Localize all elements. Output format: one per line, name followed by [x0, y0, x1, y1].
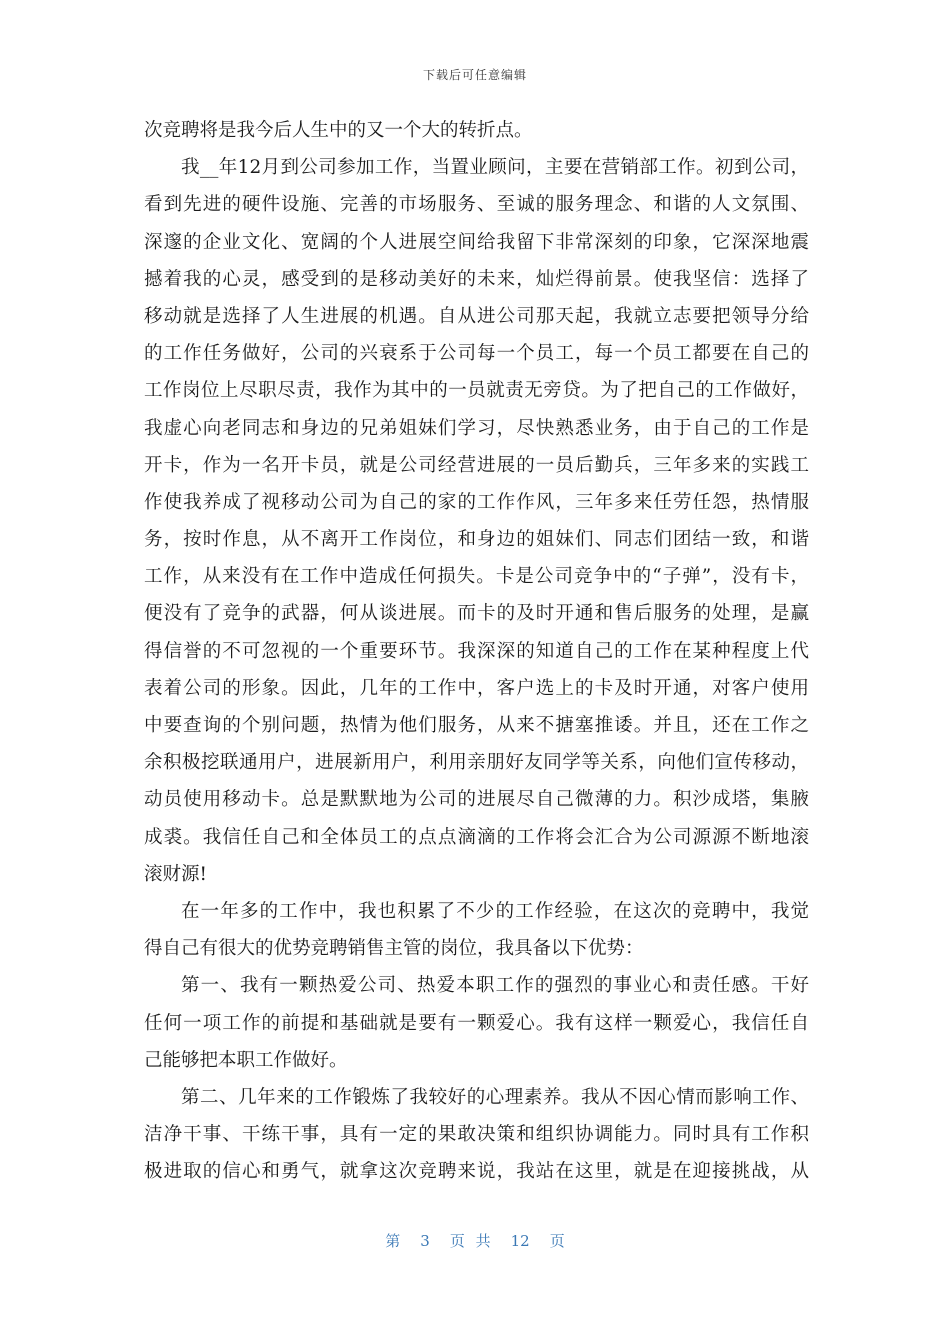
footer-current-page: 3 — [420, 1232, 430, 1250]
text-line: 开卡，作为一名开卡员，就是公司经营进展的一员后勤兵，三年多来的实践工 — [144, 454, 809, 476]
footer-prefix: 第 — [385, 1232, 401, 1250]
text-line: 深邃的企业文化、宽阔的个人进展空间给我留下非常深刻的印象，它深深地震 — [144, 231, 809, 253]
text-line: 滚财源! — [144, 863, 207, 885]
text-line: 次竞聘将是我今后人生中的又一个大的转折点。 — [144, 120, 533, 141]
text-line: 极进取的信心和勇气，就拿这次竞聘来说，我站在这里，就是在迎接挑战，从 — [144, 1161, 809, 1183]
text-line: 在一年多的工作中，我也积累了不少的工作经验，在这次的竞聘中，我觉 — [181, 900, 809, 922]
text-line: 我__年12月到公司参加工作，当置业顾问，主要在营销部工作。初到公司， — [181, 157, 809, 179]
footer-middle: 页 共 — [449, 1232, 491, 1250]
text-line: 中要查询的个别问题，热情为他们服务，从来不搪塞推诿。并且，还在工作之 — [144, 715, 809, 736]
text-line: 任何一项工作的前提和基础就是要有一颗爱心。我有这样一颗爱心，我信任自 — [144, 1012, 809, 1034]
text-line: 得信誉的不可忽视的一个重要环节。我深深的知道自己的工作在某种程度上代 — [144, 640, 809, 662]
footer-suffix: 页 — [549, 1232, 565, 1250]
text-line: 撼着我的心灵，感受到的是移动美好的未来，灿烂得前景。使我坚信：选择了 — [144, 268, 809, 290]
text-line: 成裘。我信任自己和全体员工的点点滴滴的工作将会汇合为公司源源不断地滚 — [144, 826, 809, 848]
text-line: 余积极挖联通用户，进展新用户，利用亲朋好友同学等关系，向他们宣传移动， — [144, 752, 809, 774]
text-line: 作使我养成了视移动公司为自己的家的工作作风，三年多来任劳任怨，热情服 — [144, 491, 809, 513]
text-line: 看到先进的硬件设施、完善的市场服务、至诚的服务理念、和谐的人文氛围、 — [144, 194, 809, 216]
text-line: 工作，从来没有在工作中造成任何损失。卡是公司竞争中的“子弹”，没有卡， — [144, 566, 809, 588]
document-body — [144, 112, 809, 1190]
text-line: 便没有了竞争的武器，何从谈进展。而卡的及时开通和售后服务的处理，是赢 — [144, 603, 809, 625]
text-line: 第一、我有一颗热爱公司、热爱本职工作的强烈的事业心和责任感。干好 — [181, 975, 809, 997]
text-line: 第二、几年来的工作锻炼了我较好的心理素养。我从不因心情而影响工作、 — [181, 1086, 809, 1108]
text-line: 己能够把本职工作做好。 — [144, 1049, 348, 1071]
text-line: 我虚心向老同志和身边的兄弟姐妹们学习，尽快熟悉业务，由于自己的工作是 — [144, 417, 809, 439]
text-line: 洁净干事、干练干事，具有一定的果敢决策和组织协调能力。同时具有工作积 — [144, 1124, 809, 1146]
text-line: 表着公司的形象。因此，几年的工作中，客户选上的卡及时开通，对客户使用 — [144, 677, 809, 699]
text-line: 得自己有很大的优势竞聘销售主管的岗位，我具备以下优势： — [144, 938, 644, 960]
text-line: 移动就是选择了人生进展的机遇。自从进公司那天起，我就立志要把领导分给 — [144, 305, 809, 327]
text-line: 务，按时作息，从不离开工作岗位，和身边的姐妹们、同志们团结一致，和谐 — [144, 529, 809, 551]
page-footer — [0, 1230, 950, 1251]
text-line: 动员使用移动卡。总是默默地为公司的进展尽自己微薄的力。积沙成塔，集腋 — [144, 789, 809, 811]
footer-total-pages: 12 — [510, 1232, 530, 1250]
header-note: 下载后可任意编辑 — [422, 68, 527, 82]
text-line: 的工作任务做好，公司的兴衰系于公司每一个员工，每一个员工都要在自己的 — [144, 343, 809, 365]
text-line: 工作岗位上尽职尽责，我作为其中的一员就责无旁贷。为了把自己的工作做好， — [144, 380, 809, 402]
